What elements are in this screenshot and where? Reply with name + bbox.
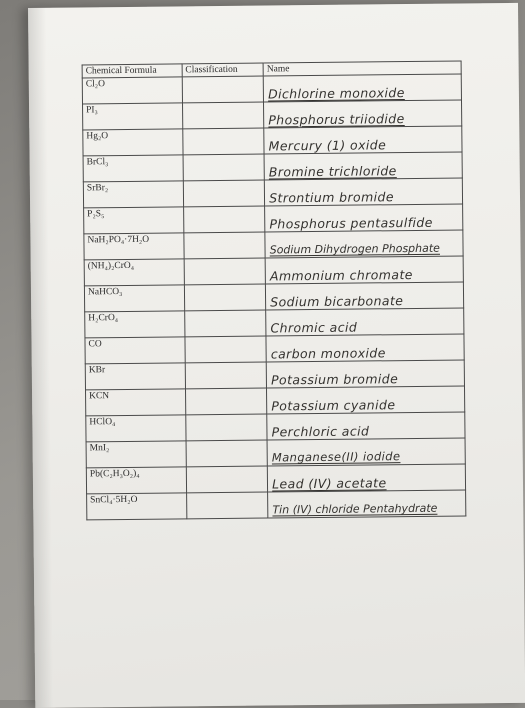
table-row — [85, 360, 464, 390]
table-row — [83, 178, 462, 208]
table-row — [84, 256, 463, 286]
handwritten-name: Strontium bromide — [269, 189, 395, 206]
header-classification: Classification — [182, 63, 264, 77]
table-row — [83, 100, 462, 130]
classification-cell[interactable] — [186, 492, 268, 519]
nomenclature-table — [82, 60, 467, 520]
formula-cell — [83, 103, 183, 130]
name-cell[interactable] — [264, 100, 462, 128]
handwritten-name: Ammonium chromate — [269, 266, 413, 284]
handwritten-name: Mercury (1) oxide — [268, 137, 387, 154]
formula-cell — [85, 311, 185, 338]
formula-text: (NH₄)₂CrO₄ — [87, 260, 135, 272]
classification-cell[interactable] — [185, 362, 267, 389]
name-cell[interactable] — [264, 126, 462, 154]
worksheet-paper — [28, 3, 525, 708]
formula-cell — [85, 363, 185, 390]
name-cell[interactable] — [264, 152, 462, 180]
formula-text: SrBr₂ — [86, 183, 109, 194]
table-row — [82, 74, 461, 104]
name-cell[interactable] — [265, 256, 463, 284]
table-row — [86, 386, 465, 416]
formula-text: H₂CrO₄ — [88, 313, 119, 324]
table-row — [86, 464, 465, 494]
name-cell[interactable] — [264, 178, 462, 206]
table-row — [86, 412, 465, 442]
formula-cell — [86, 441, 186, 468]
formula-text: SnCl₄·5H₂O — [90, 494, 138, 506]
classification-cell[interactable] — [183, 154, 265, 181]
table-row — [83, 126, 462, 156]
formula-cell — [84, 233, 184, 260]
classification-cell[interactable] — [186, 466, 268, 493]
formula-text: KBr — [88, 365, 106, 376]
handwritten-name: Chromic acid — [270, 319, 358, 336]
name-cell[interactable] — [263, 74, 461, 102]
table-row — [85, 308, 464, 338]
classification-cell[interactable] — [183, 128, 265, 155]
formula-text: Pb(C₂H₃O₂)₄ — [89, 468, 140, 480]
formula-text: Cl₂O — [85, 79, 106, 90]
formula-cell — [83, 181, 183, 208]
name-cell[interactable] — [265, 204, 463, 232]
name-cell[interactable] — [266, 308, 464, 336]
formula-text: P₂S₅ — [87, 209, 105, 220]
formula-cell — [84, 285, 184, 312]
formula-cell — [85, 337, 185, 364]
formula-text: MnI₂ — [89, 443, 110, 454]
classification-cell[interactable] — [182, 102, 264, 129]
formula-cell — [86, 415, 186, 442]
formula-text: Hg₂O — [86, 131, 109, 142]
name-cell[interactable] — [267, 464, 465, 492]
formula-cell — [86, 467, 186, 494]
table-row — [84, 230, 463, 260]
classification-cell[interactable] — [185, 388, 267, 415]
handwritten-name: Potassium bromide — [270, 371, 399, 388]
name-cell[interactable] — [268, 490, 466, 518]
handwritten-name: Bromine trichloride — [268, 163, 397, 180]
handwritten-name: carbon monoxide — [270, 345, 386, 362]
handwritten-name: Dichlorine monoxide — [267, 85, 405, 102]
table-row — [83, 152, 462, 182]
formula-text: BrCl₃ — [86, 157, 109, 168]
formula-cell — [84, 207, 184, 234]
formula-cell — [86, 389, 186, 416]
table-row — [85, 334, 464, 364]
handwritten-name: Sodium bicarbonate — [270, 293, 404, 310]
formula-text: HClO₄ — [89, 417, 116, 428]
formula-cell — [82, 77, 182, 104]
table-row — [87, 490, 466, 520]
table-row — [86, 438, 465, 468]
name-cell[interactable] — [266, 360, 464, 388]
formula-text: KCN — [89, 391, 110, 402]
handwritten-name: Sodium Dihydrogen Phosphate — [269, 241, 440, 257]
handwritten-name: Perchloric acid — [271, 423, 370, 440]
name-cell[interactable] — [266, 282, 464, 310]
formula-cell — [84, 259, 184, 286]
handwritten-name: Manganese(II) iodide — [271, 449, 401, 465]
handwritten-name: Tin (IV) chloride Pentahydrate — [272, 501, 438, 517]
name-cell[interactable] — [267, 412, 465, 440]
formula-text: NaHCO₃ — [87, 287, 123, 298]
name-cell[interactable] — [265, 230, 463, 258]
handwritten-name: Phosphorus pentasulfide — [269, 214, 433, 232]
classification-cell[interactable] — [186, 440, 268, 467]
classification-cell[interactable] — [186, 414, 268, 441]
formula-text: CO — [88, 339, 102, 350]
classification-cell[interactable] — [185, 336, 267, 363]
handwritten-name: Potassium cyanide — [271, 397, 396, 414]
classification-cell[interactable] — [182, 76, 264, 103]
handwritten-name: Lead (IV) acetate — [272, 475, 387, 492]
classification-cell[interactable] — [184, 284, 266, 311]
name-cell[interactable] — [267, 386, 465, 414]
formula-cell — [83, 129, 183, 156]
formula-cell — [83, 155, 183, 182]
name-cell[interactable] — [267, 438, 465, 466]
classification-cell[interactable] — [184, 232, 266, 259]
classification-cell[interactable] — [183, 180, 265, 207]
table-row — [84, 204, 463, 234]
header-chemical-formula: Chemical Formula — [82, 64, 182, 78]
formula-cell — [87, 493, 187, 520]
classification-cell[interactable] — [184, 258, 266, 285]
name-cell[interactable] — [266, 334, 464, 362]
table-row — [84, 282, 463, 312]
formula-text: NaH₂PO₄·7H₂O — [87, 234, 150, 246]
handwritten-name: Phosphorus triiodide — [268, 111, 405, 128]
classification-cell[interactable] — [184, 310, 266, 337]
classification-cell[interactable] — [183, 206, 265, 233]
header-name: Name — [263, 61, 461, 76]
formula-text: PI₃ — [86, 105, 98, 116]
